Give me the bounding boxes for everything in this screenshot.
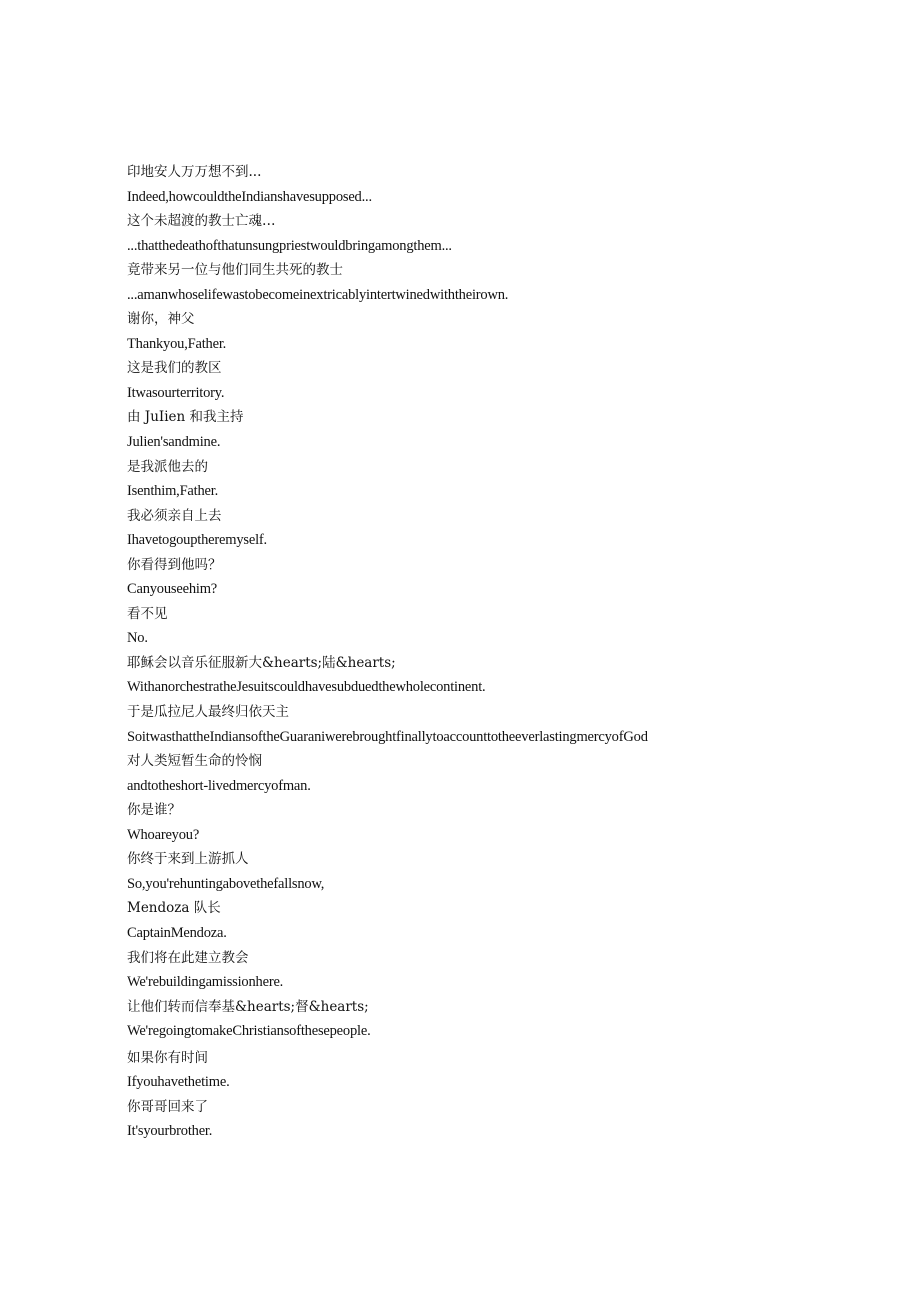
chinese-subtitle-line: 竟带来另一位与他们同生共死的教士 [127,262,343,279]
english-subtitle-line: andtotheshort-livedmercyofman. [127,777,311,794]
english-subtitle-line: WithanorchestratheJesuitscouldhavesubduedthewholecontinent. [127,679,486,696]
chinese-subtitle-line: 由 JuIien 和我主持 [127,409,244,426]
chinese-subtitle-line: 你终于来到上游抓人 [127,851,249,868]
english-subtitle-line: Itwasourterritory. [127,384,225,401]
chinese-subtitle-line: 耶稣会以音乐征服新大&hearts;陆&hearts; [127,654,396,671]
chinese-subtitle-line: 这个未超渡的教士亡魂… [127,213,276,230]
chinese-subtitle-line: 我必须亲自上去 [127,507,222,524]
chinese-subtitle-line: 印地安人万万想不到... [127,164,262,180]
chinese-subtitle-line: 看不见 [127,605,168,622]
chinese-subtitle-line: 谢你，神父 [127,311,195,328]
english-subtitle-line: Canyouseehim? [127,581,218,598]
chinese-subtitle-line: 如果你有时间 [127,1049,208,1066]
english-subtitle-line: No. [127,630,148,647]
chinese-subtitle-line: 对人类短暂生命的怜悯 [127,753,262,770]
chinese-subtitle-line: 我们将在此建立教会 [127,949,249,966]
english-subtitle-line: SoitwasthattheIndiansoftheGuaraniwerebroughtfinallytoaccounttotheeverlastingmercyofGod [127,728,648,745]
chinese-subtitle-line: 这是我们的教区 [127,360,222,377]
chinese-subtitle-line: 于是瓜拉尼人最终归依天主 [127,704,289,721]
english-subtitle-line: CaptainMendoza. [127,924,227,941]
english-subtitle-line: ...thatthedeathofthatunsungpriestwouldbringamongthem... [127,237,452,254]
english-subtitle-line: Julien'sandmine. [127,434,221,451]
english-subtitle-line: So,you'rehuntingabovethefallsnow, [127,875,325,892]
english-subtitle-line: We'rebuildingamissionhere. [127,974,284,991]
chinese-subtitle-line: 你看得到他吗？ [127,556,222,573]
english-subtitle-line: Thankyou,Father. [127,335,227,352]
english-subtitle-line: Indeed,howcouldtheIndianshavesupposed... [127,188,372,205]
chinese-subtitle-line: 让他们转而信奉基&hearts;督&hearts; [127,998,369,1015]
chinese-subtitle-line: 你哥哥回来了 [127,1098,208,1115]
chinese-subtitle-line: Mendoza 队长 [127,900,221,917]
english-subtitle-line: It'syourbrother. [127,1123,213,1140]
chinese-subtitle-line: 你是谁？ [127,802,181,819]
english-subtitle-line: Ifyouhavethetime. [127,1074,230,1091]
english-subtitle-line: Whoareyou? [127,826,200,843]
english-subtitle-line: ...amanwhoselifewastobecomeinextricablyintertwinedwiththeirown. [127,286,509,303]
english-subtitle-line: Ihavetogouptheremyself. [127,532,267,549]
english-subtitle-line: We'regoingtomakeChristiansofthesepeople. [127,1023,371,1040]
english-subtitle-line: Isenthim,Father. [127,483,219,500]
subtitle-lines [127,160,907,1144]
chinese-subtitle-line: 是我派他去的 [127,458,208,475]
